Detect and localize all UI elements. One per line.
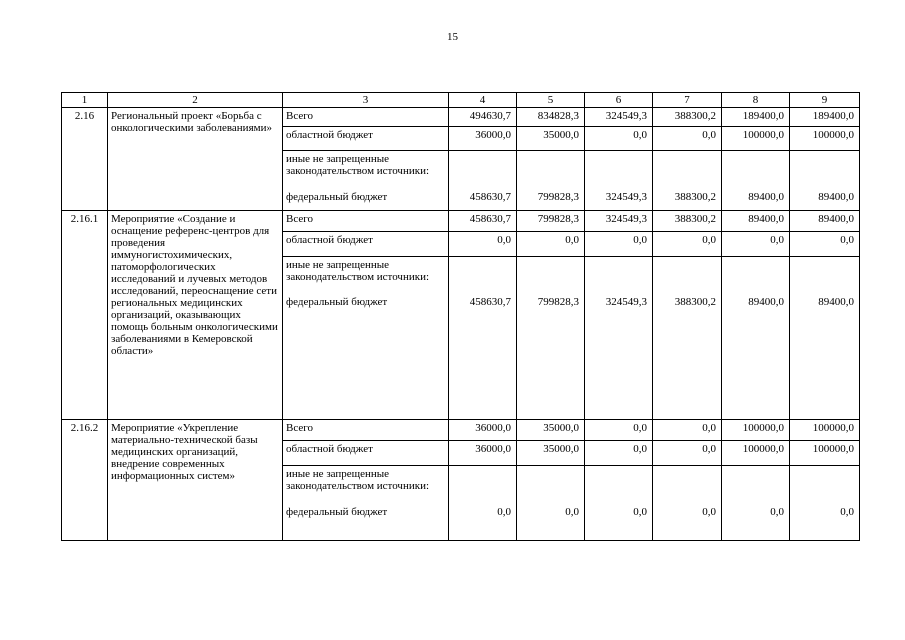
amount-value: 0,0 [633, 506, 647, 518]
amount-cell [653, 232, 722, 257]
funding-subsource-label: федеральный бюджет [286, 296, 388, 308]
amount-cell [653, 441, 722, 466]
amount-value: 834828,3 [537, 110, 579, 122]
amount-value: 0,0 [702, 129, 716, 141]
column-header: 5 [517, 93, 585, 108]
item-number: 2.16.2 [62, 420, 108, 541]
amount-value: 36000,0 [475, 129, 511, 141]
amount-cell [585, 108, 653, 127]
table-body [62, 93, 860, 541]
amount-value: 0,0 [633, 422, 647, 434]
funding-source: областной бюджет [283, 441, 449, 466]
amount-value: 494630,7 [469, 110, 511, 122]
amount-cell [585, 257, 653, 420]
amount-cell [790, 441, 860, 466]
amount-cell [722, 466, 790, 541]
amount-value: 100000,0 [812, 129, 854, 141]
amount-cell [722, 127, 790, 151]
amount-cell [585, 420, 653, 441]
amount-value: 458630,7 [469, 213, 511, 225]
amount-value: 100000,0 [812, 422, 854, 434]
column-header: 6 [585, 93, 653, 108]
item-number: 2.16 [62, 108, 108, 211]
amount-cell [585, 466, 653, 541]
amount-cell [449, 232, 517, 257]
amount-value: 36000,0 [475, 422, 511, 434]
amount-value: 388300,2 [674, 296, 716, 308]
column-header: 2 [108, 93, 283, 108]
funding-source: Всего [283, 420, 449, 441]
amount-value: 0,0 [633, 443, 647, 455]
amount-cell [517, 127, 585, 151]
column-header: 7 [653, 93, 722, 108]
amount-cell [653, 151, 722, 211]
item-description: Мероприятие «Создание и оснащение референс-центров для проведения иммуногистохимических, патоморфологических исследований и лучевых методов исследований, переоснащение сети региональных медицинских организаций, оказывающих помощь больным онкологическими заболеваниями в Кемеровской области» [108, 211, 283, 420]
funding-source [283, 151, 449, 211]
amount-cell [517, 466, 585, 541]
amount-value: 100000,0 [742, 443, 784, 455]
amount-cell [790, 127, 860, 151]
amount-value: 189400,0 [742, 110, 784, 122]
table-header-row [62, 93, 860, 108]
amount-cell [653, 257, 722, 420]
amount-value: 0,0 [702, 422, 716, 434]
amount-cell [585, 441, 653, 466]
amount-cell [449, 257, 517, 420]
funding-subsource-label: федеральный бюджет [286, 191, 388, 203]
amount-value: 0,0 [497, 234, 511, 246]
amount-value: 324549,3 [605, 213, 647, 225]
amount-cell [449, 441, 517, 466]
amount-cell [722, 232, 790, 257]
amount-cell [722, 257, 790, 420]
amount-cell [449, 151, 517, 211]
column-header: 4 [449, 93, 517, 108]
amount-value: 89400,0 [748, 213, 784, 225]
amount-cell [653, 211, 722, 232]
amount-value: 100000,0 [812, 443, 854, 455]
amount-value: 324549,3 [605, 110, 647, 122]
amount-value: 799828,3 [537, 296, 579, 308]
amount-value: 799828,3 [537, 191, 579, 203]
amount-cell [517, 232, 585, 257]
amount-cell [449, 420, 517, 441]
amount-cell [653, 420, 722, 441]
funding-source: Всего [283, 211, 449, 232]
funding-source-label: иные не запрещенные законодательством источники: [286, 468, 430, 492]
table-row [62, 211, 860, 232]
table-row [62, 420, 860, 441]
funding-source: областной бюджет [283, 232, 449, 257]
amount-cell [790, 108, 860, 127]
amount-cell [517, 441, 585, 466]
amount-value: 388300,2 [674, 110, 716, 122]
amount-value: 0,0 [702, 443, 716, 455]
amount-value: 0,0 [633, 129, 647, 141]
amount-cell [790, 151, 860, 211]
amount-value: 35000,0 [543, 422, 579, 434]
amount-value: 0,0 [565, 506, 579, 518]
amount-value: 35000,0 [543, 443, 579, 455]
amount-cell [722, 441, 790, 466]
amount-cell [722, 420, 790, 441]
amount-value: 0,0 [633, 234, 647, 246]
amount-value: 35000,0 [543, 129, 579, 141]
column-header: 9 [790, 93, 860, 108]
funding-source [283, 466, 449, 541]
amount-value: 89400,0 [818, 191, 854, 203]
funding-source [283, 257, 449, 420]
amount-value: 189400,0 [812, 110, 854, 122]
item-description: Региональный проект «Борьба с онкологическими заболеваниями» [108, 108, 283, 211]
page-number: 15 [447, 31, 458, 43]
amount-cell [722, 211, 790, 232]
amount-cell [722, 108, 790, 127]
amount-cell [790, 420, 860, 441]
item-number: 2.16.1 [62, 211, 108, 420]
amount-value: 0,0 [497, 506, 511, 518]
amount-value: 89400,0 [818, 213, 854, 225]
amount-cell [517, 257, 585, 420]
funding-source-label: иные не запрещенные законодательством источники: [286, 259, 430, 283]
amount-value: 0,0 [702, 506, 716, 518]
amount-cell [790, 466, 860, 541]
amount-value: 36000,0 [475, 443, 511, 455]
amount-value: 324549,3 [605, 191, 647, 203]
amount-value: 0,0 [840, 234, 854, 246]
amount-cell [585, 232, 653, 257]
amount-value: 89400,0 [818, 296, 854, 308]
amount-cell [722, 151, 790, 211]
column-header: 3 [283, 93, 449, 108]
column-header: 8 [722, 93, 790, 108]
amount-value: 324549,3 [605, 296, 647, 308]
amount-cell [449, 127, 517, 151]
amount-value: 0,0 [565, 234, 579, 246]
amount-value: 0,0 [702, 234, 716, 246]
amount-value: 89400,0 [748, 296, 784, 308]
funding-source: областной бюджет [283, 127, 449, 151]
amount-cell [790, 211, 860, 232]
amount-value: 458630,7 [469, 191, 511, 203]
amount-cell [790, 257, 860, 420]
amount-value: 100000,0 [742, 422, 784, 434]
amount-value: 0,0 [770, 234, 784, 246]
amount-value: 0,0 [770, 506, 784, 518]
amount-value: 89400,0 [748, 191, 784, 203]
amount-cell [585, 211, 653, 232]
amount-cell [449, 466, 517, 541]
amount-value: 458630,7 [469, 296, 511, 308]
amount-cell [585, 127, 653, 151]
amount-cell [653, 127, 722, 151]
amount-cell [653, 466, 722, 541]
funding-source-label: иные не запрещенные законодательством источники: [286, 153, 430, 177]
item-description: Мероприятие «Укрепление материально-технической базы медицинских организаций, внедрение современных информационных систем» [108, 420, 283, 541]
amount-cell [585, 151, 653, 211]
amount-cell [517, 211, 585, 232]
column-header: 1 [62, 93, 108, 108]
amount-cell [449, 108, 517, 127]
funding-subsource-label: федеральный бюджет [286, 506, 388, 518]
table-row [62, 108, 860, 127]
amount-cell [517, 151, 585, 211]
amount-cell [517, 420, 585, 441]
amount-value: 100000,0 [742, 129, 784, 141]
amount-value: 0,0 [840, 506, 854, 518]
amount-cell [449, 211, 517, 232]
amount-cell [653, 108, 722, 127]
amount-value: 799828,3 [537, 213, 579, 225]
amount-value: 388300,2 [674, 213, 716, 225]
funding-source: Всего [283, 108, 449, 127]
amount-cell [790, 232, 860, 257]
budget-table [61, 92, 860, 541]
amount-value: 388300,2 [674, 191, 716, 203]
amount-cell [517, 108, 585, 127]
